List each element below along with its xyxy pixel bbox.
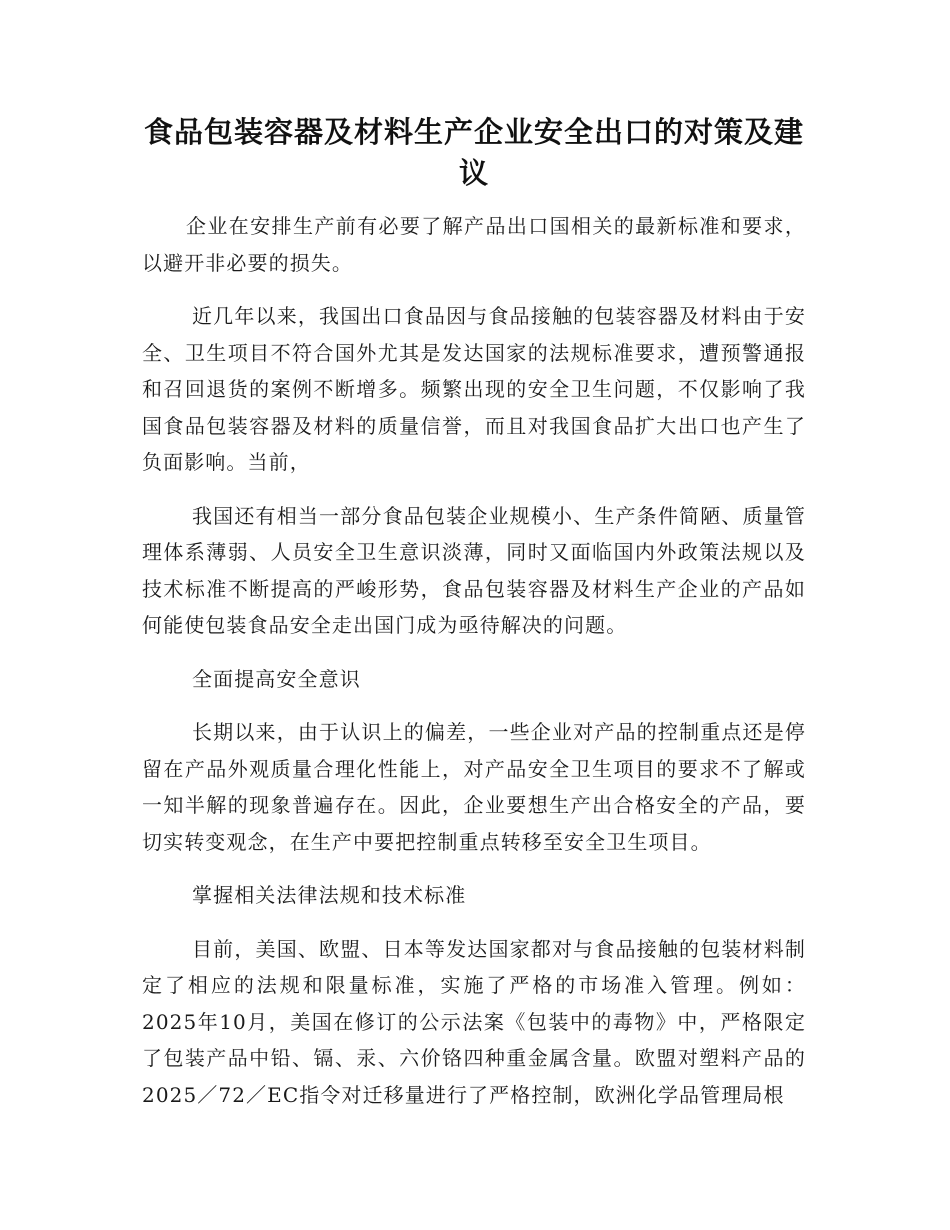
paragraph-current-situation: 我国还有相当一部分食品包装企业规模小、生产条件简陋、质量管理体系薄弱、人员安全卫生意识淡薄，同时又面临国内外政策法规以及技术标准不断提高的严峻形势，食品包装容器及材料生产企业的产品如何能使包装食品安全走出国门成为亟待解决的问题。 [142, 503, 806, 637]
paragraph-background: 近几年以来，我国出口食品因与食品接触的包装容器及材料由于安全、卫生项目不符合国外尤其是发达国家的法规标准要求，遭预警通报和召回退货的案例不断增多。频繁出现的安全卫生问题，不仅影响了我国食品包装容器及材料的质量信誉，而且对我国食品扩大出口也产生了负面影响。当前， [142, 304, 806, 474]
paragraph-safety-awareness: 长期以来，由于认识上的偏差，一些企业对产品的控制重点还是停留在产品外观质量合理化性能上，对产品安全卫生项目的要求不了解或一知半解的现象普遍存在。因此，企业要想生产出合格安全的产品，要切实转变观念，在生产中要把控制重点转移至安全卫生项目。 [142, 720, 806, 854]
section-heading-safety-awareness: 全面提高安全意识 [192, 666, 361, 691]
paragraph-regulations: 目前，美国、欧盟、日本等发达国家都对与食品接触的包装材料制定了相应的法规和限量标准，实施了严格的市场准入管理。例如：2025年10月，美国在修订的公示法案《包装中的毒物》中，严格限定了包装产品中铅、镉、汞、六价铬四种重金属含量。欧盟对塑料产品的2025／72／EC指令对迁移量进行了严格控制，欧洲化学品管理局根 [142, 936, 806, 1107]
section-heading-regulations: 掌握相关法律法规和技术标准 [192, 883, 467, 907]
paragraph-intro: 企业在安排生产前有必要了解产品出口国相关的最新标准和要求，以避开非必要的损失。 [142, 214, 806, 275]
document-page [142, 112, 806, 1130]
document-title: 食品包装容器及材料生产企业安全出口的对策及建议 [143, 115, 804, 190]
